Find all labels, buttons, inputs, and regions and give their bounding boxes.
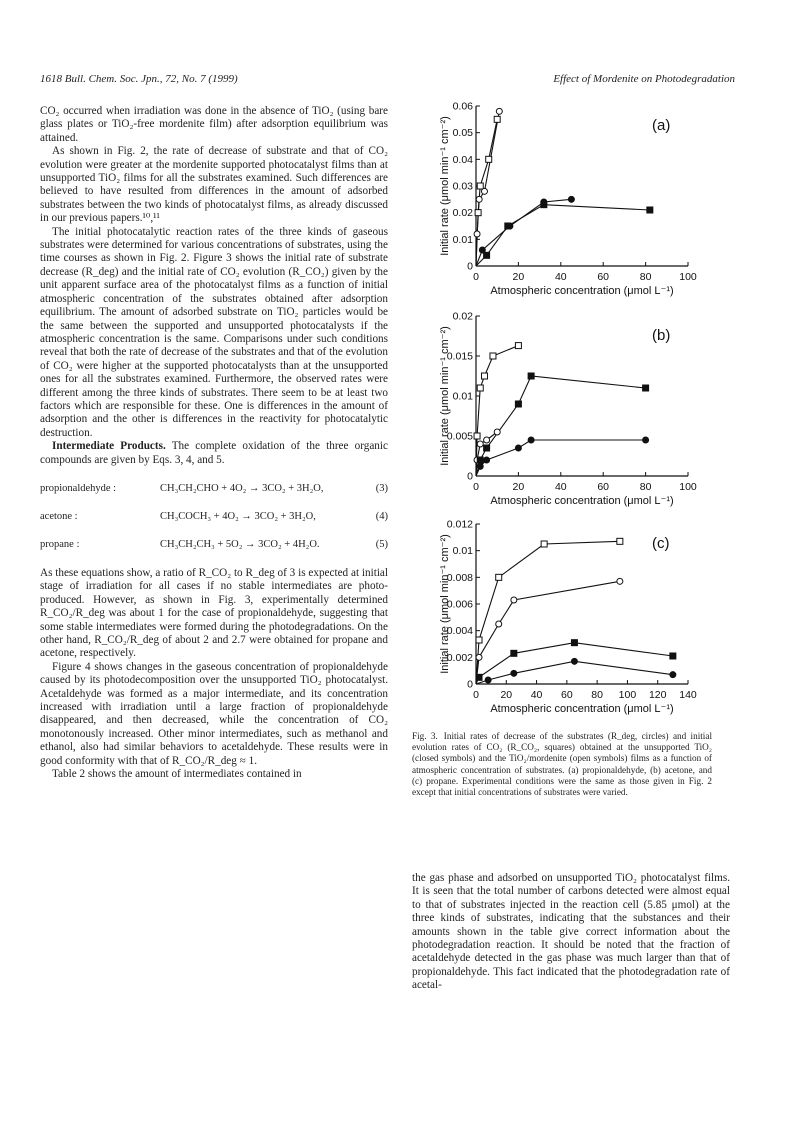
chart-panel-b [436, 310, 736, 520]
y-tick-label: 0.06 [452, 100, 473, 113]
equation-number: (5) [375, 539, 388, 551]
paragraph-7: Table 2 shows the amount of intermediates contained in [52, 768, 302, 781]
x-tick-label: 80 [639, 481, 652, 493]
data-point-circle [511, 670, 517, 676]
series-line [476, 581, 620, 684]
running-header-left: 1618 Bull. Chem. Soc. Jpn., 72, No. 7 (1999) [40, 73, 238, 85]
data-point-circle [528, 437, 534, 443]
data-point-square [643, 385, 649, 391]
equation-3 [40, 475, 388, 503]
data-point-square [647, 207, 653, 213]
data-point-square [484, 252, 490, 258]
y-tick-label: 0.01 [452, 233, 473, 246]
data-point-circle [515, 445, 521, 451]
data-point-square [528, 373, 534, 379]
y-axis-label: Initial rate (μmol min⁻¹ cm⁻²) [439, 534, 451, 674]
data-point-circle [485, 677, 491, 683]
equation-name: propionaldehyde : [40, 483, 117, 495]
paragraph-6: Figure 4 shows changes in the gaseous concentration of propionaldehyde caused by its photodecomposition over the unsupported TiO₂ photocatalyst. Acetaldehyde was formed as a major intermediate, and its concentration increased with irradiation until a large fraction of propionaldehyde disappeared, and then decreased, while the concentration of CO₂ monotonously increased. Other minor intermediates, such as methanol and ethanol, also had similar behaviors to acetaldehyde. These results were in good conformity with that of R_CO₂/R_deg ≈ 1. [40, 660, 388, 767]
equation-block [40, 475, 388, 559]
y-tick-label: 0.01 [452, 545, 473, 558]
data-point-circle [568, 196, 574, 202]
data-point-square [481, 373, 487, 379]
data-point-square [571, 640, 577, 646]
y-tick-label: 0.006 [446, 598, 473, 611]
y-tick-label: 0 [467, 678, 473, 691]
data-point-square [515, 343, 521, 349]
paragraph-4 [40, 440, 388, 467]
y-tick-label: 0.02 [452, 310, 473, 323]
x-tick-label: 80 [591, 689, 603, 701]
data-point-square [617, 538, 623, 544]
data-point-circle [474, 231, 480, 237]
x-tick-label: 20 [512, 481, 525, 493]
data-point-square [477, 183, 483, 189]
x-tick-label: 100 [679, 271, 697, 283]
series-line [476, 376, 646, 476]
data-point-circle [617, 578, 623, 584]
y-tick-label: 0.012 [446, 518, 473, 531]
panel-label: (b) [652, 327, 671, 344]
y-axis-label: Initial rate (μmol min⁻¹ cm⁻²) [439, 116, 451, 256]
data-point-circle [507, 223, 513, 229]
x-tick-label: 120 [648, 689, 667, 701]
data-point-circle [476, 196, 482, 202]
y-tick-label: 0.02 [452, 207, 473, 220]
data-point-square [476, 637, 482, 643]
x-tick-label: 60 [597, 271, 610, 283]
y-tick-label: 0.008 [446, 571, 473, 584]
x-axis-label: Atmospheric concentration (μmol L⁻¹) [490, 495, 674, 507]
data-point-square [475, 210, 481, 216]
y-axis-label: Initial rate (μmol min⁻¹ cm⁻²) [439, 326, 451, 466]
data-point-square [490, 353, 496, 359]
y-tick-label: 0 [467, 470, 473, 483]
data-point-square [496, 574, 502, 580]
panel-label: (a) [652, 117, 671, 134]
series-line [476, 205, 650, 266]
equation-name: propane : [40, 539, 80, 551]
data-point-circle [484, 437, 490, 443]
x-tick-label: 40 [554, 271, 567, 283]
data-point-square [511, 650, 517, 656]
paragraph-1: CO₂ occurred when irradiation was done in the absence of TiO₂ (using bare glass plates or TiO₂-free mordenite film) after adsorption equilibrium was attained. [40, 105, 388, 144]
series-line [476, 440, 646, 476]
y-tick-label: 0.05 [452, 127, 473, 140]
figure-caption-text: Initial rates of decrease of the substrates (R_deg, circles) and initial evolution rates of CO₂ (R_CO₂, squares) obtained at the unsupported TiO₂ (closed symbols) and the TiO₂/mordenite (open symbols) films as a function of atmospheric concentration of substrates. (a) propionaldehyde, (b) acetone, and (c) propane. Experimental conditions were the same as those given in Fig. 2 except that initial concentrations of substrates were varied. [412, 731, 712, 798]
data-point-circle [484, 457, 490, 463]
y-tick-label: 0 [467, 260, 473, 273]
data-point-circle [541, 199, 547, 205]
x-axis-label: Atmospheric concentration (μmol L⁻¹) [490, 285, 674, 297]
y-tick-label: 0.03 [452, 180, 473, 193]
equation-body: CH₃CH₂CHO + 4O₂ → 3CO₂ + 3H₂O, [160, 483, 324, 495]
data-point-square [474, 433, 480, 439]
x-tick-label: 40 [554, 481, 567, 493]
running-header-right: Effect of Mordenite on Photodegradation [553, 73, 735, 85]
y-tick-label: 0.01 [452, 390, 473, 403]
data-point-circle [511, 597, 517, 603]
y-tick-label: 0.005 [446, 430, 473, 443]
paragraph-4-text: The complete oxidation of the three organic compounds are given by Eqs. 3, 4, and 5. [40, 440, 388, 466]
series-line [476, 199, 571, 266]
data-point-square [670, 653, 676, 659]
data-point-square [494, 116, 500, 122]
data-point-circle [496, 108, 502, 114]
x-tick-label: 80 [639, 271, 652, 283]
data-point-circle [571, 658, 577, 664]
x-tick-label: 100 [618, 689, 637, 701]
equation-body: CH₃COCH₃ + 4O₂ → 3CO₂ + 3H₂O, [160, 511, 316, 523]
data-point-circle [643, 437, 649, 443]
y-tick-label: 0.04 [452, 153, 473, 166]
x-tick-label: 20 [500, 689, 513, 701]
y-tick-label: 0.004 [446, 625, 473, 638]
figure-caption-label: Fig. 3. [412, 731, 438, 741]
data-point-square [541, 541, 547, 547]
x-tick-label: 0 [473, 481, 479, 493]
y-tick-label: 0.015 [446, 350, 473, 363]
series-line [476, 541, 620, 684]
paragraph-3: The initial photocatalytic reaction rates of the three kinds of gaseous substrates were determined for various concentrations of substrates, using the time courses as shown in Fig. 2. Figure 3 shows the initial rate of substrate decrease (R_deg) and the initial rate of CO₂ evolution (R_CO₂) given by the unit apparent surface area of the photocatalyst films as a function of initial atmospheric concentration of the substrates obtained after adsorption equilibrium. The amount of adsorbed substrate on TiO₂ particles would be the same between the supported and unsupported photocatalysts if the atmospheric concentration is the same. Comparisons under such conditions reveal that both the rate of decrease of the substrates and that of the evolution of CO₂ were higher at the supported photocatalysts than at the unsupported ones for all the substrates examined. Furthermore, the observed rates were different among the three kinds of substrates. There seem to be at least two factors which are responsible for these. One is differences in the amount of adsorption and the other is differences in the reactivity for photocatalytic destruction. [40, 225, 388, 439]
chart-panel-a [436, 100, 736, 310]
equation-name: acetone : [40, 511, 78, 523]
chart-panel-c [436, 518, 736, 728]
x-tick-label: 60 [597, 481, 610, 493]
data-point-square [515, 401, 521, 407]
equation-5 [40, 531, 388, 559]
data-point-circle [481, 188, 487, 194]
data-point-circle [479, 247, 485, 253]
data-point-circle [477, 441, 483, 447]
data-point-square [484, 445, 490, 451]
data-point-circle [670, 672, 676, 678]
paragraph-5: As these equations show, a ratio of R_CO₂ to R_deg of 3 is expected at initial stage of irradiation for all cases if no stable intermediates are photo-produced. However, as shown in Fig. 3, experimentally determined R_CO₂/R_deg was about 1 for the case of propionaldehyde, suggesting that some stable intermediates were formed during the photodegradations. On the other hand, R_CO₂/R_deg of about 2 and 2.7 were obtained for propane and acetone, respectively. [40, 566, 388, 660]
data-point-square [477, 457, 483, 463]
paragraph-2: As shown in Fig. 2, the rate of decrease of substrate and that of CO₂ evolution were greater at the mordenite supported photocatalyst films than at unsupported TiO₂ films for all the substrates examined. Such differences are believed to have resulted from differences in the amount of adsorbed substrates between the two kinds of photocatalyst films, as already discussed in our previous papers.¹⁰,¹¹ [40, 145, 388, 225]
data-point-square [477, 385, 483, 391]
intermediate-products-heading: Intermediate Products. [52, 440, 166, 453]
panel-label: (c) [652, 535, 670, 552]
equation-4 [40, 503, 388, 531]
x-tick-label: 0 [473, 689, 479, 701]
figure-caption [412, 731, 712, 798]
right-text-column [412, 872, 730, 993]
x-tick-label: 140 [679, 689, 697, 701]
data-point-circle [496, 621, 502, 627]
left-text-column [40, 105, 388, 781]
data-point-circle [477, 463, 483, 469]
equation-body: CH₃CH₂CH₃ + 5O₂ → 3CO₂ + 4H₂O. [160, 539, 320, 551]
equation-number: (4) [375, 511, 388, 523]
equation-number: (3) [375, 483, 388, 495]
y-tick-label: 0.002 [446, 651, 473, 664]
data-point-square [486, 156, 492, 162]
x-tick-label: 60 [561, 689, 573, 701]
data-point-circle [494, 429, 500, 435]
x-tick-label: 20 [512, 271, 525, 283]
x-tick-label: 0 [473, 271, 479, 283]
x-tick-label: 100 [679, 481, 697, 493]
data-point-circle [476, 654, 482, 660]
data-point-square [476, 674, 482, 680]
x-tick-label: 40 [530, 689, 543, 701]
right-paragraph-1: the gas phase and adsorbed on unsupported TiO₂ photocatalyst films. It is seen that the total number of carbons detected were almost equal to that of substrates injected in the reaction cell (5.85 μmol) at the three kinds of substrates, indicating that the substances and their amounts shown in the table give correct information about the photodegradation reaction. It should be noted that the fraction of acetaldehyde detected in the gas phase was much larger than that of propionaldehyde. This fact indicated that the photodegradation rate of acetal- [412, 872, 730, 992]
x-axis-label: Atmospheric concentration (μmol L⁻¹) [490, 703, 674, 715]
